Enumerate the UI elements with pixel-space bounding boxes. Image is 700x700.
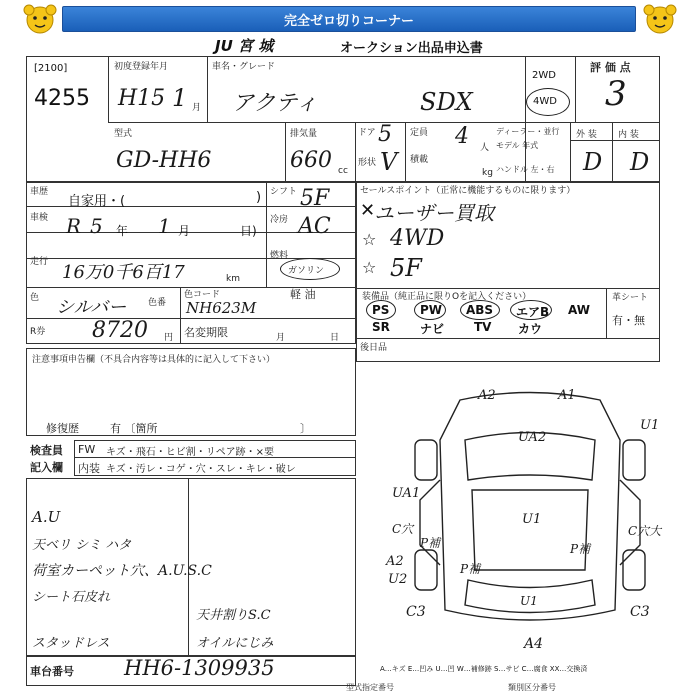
color-number-label: 色番 — [148, 298, 167, 308]
mileage-value: 16万0千6百17 — [62, 262, 185, 283]
mascot-right-icon — [640, 2, 680, 36]
remark-3: 荷室カーペット穴、A.U.S.C — [32, 563, 212, 579]
dealer-label: ディーラー・並行 — [496, 127, 560, 136]
equip-cow: カウ — [518, 322, 543, 336]
registration-label: 初度登録年月 — [114, 62, 169, 72]
shape-label: 形状 — [358, 158, 377, 168]
mark-rear-left-c3: C3 — [406, 604, 426, 620]
displacement-label: 排気量 — [290, 129, 318, 139]
recycle-value: 8720 — [92, 318, 148, 343]
capacity-label: 定員 — [410, 128, 429, 138]
fuel-gasoline: ガソリン — [288, 266, 325, 276]
selling-point-1: ユーザー買取 — [374, 201, 494, 225]
sheet-title: オークション出品申込書 — [340, 41, 483, 56]
inspection-month: 1 — [158, 214, 171, 238]
mark-left-a2: A2 — [386, 554, 404, 569]
mark-rear-u1: U1 — [520, 594, 538, 608]
door-label: ドア — [358, 128, 376, 138]
color-code: NH623M — [186, 299, 257, 317]
chassis-label: 車台番号 — [30, 665, 74, 678]
fuel-diesel: 軽 油 — [290, 288, 316, 301]
mark-right-rear: C穴大 — [628, 524, 662, 538]
inspection-month-unit: 月 — [178, 224, 191, 238]
interior-value: D — [630, 148, 650, 176]
exterior-label: 外 装 — [576, 130, 597, 140]
history-label: 車歴 — [30, 187, 49, 197]
displacement-value: 660 — [290, 148, 332, 173]
repair-label: 修復歴 — [46, 422, 79, 435]
recycle-label: R券 — [30, 327, 46, 337]
inspection-day-unit: 日) — [240, 224, 257, 238]
inspection-year: 5 — [90, 214, 103, 238]
registration-year: H15 — [118, 86, 166, 111]
remark-4: シート石皮れ — [32, 590, 111, 605]
kg-unit: kg — [482, 168, 493, 178]
shift-label: シフト — [270, 187, 298, 197]
recycle-yen: 円 — [164, 333, 174, 343]
mark-rear-p1: P補 — [460, 562, 481, 576]
inspector-label-1: 検査員 — [30, 444, 63, 457]
shift-value: 5F — [300, 186, 330, 211]
name-change-day: 日 — [330, 333, 340, 343]
rear-date-label: 後日品 — [360, 343, 388, 353]
mileage-label: 走行 — [30, 257, 49, 267]
vehicle-name-label: 車名・グレード — [212, 62, 276, 72]
selling-point-2: 4WD — [390, 226, 445, 251]
mark-front-left: A2 — [478, 388, 496, 403]
cc-unit: cc — [338, 166, 348, 176]
selling-point-3: 5F — [390, 254, 422, 282]
capacity-unit: 人 — [480, 143, 490, 153]
color-value: シルバー — [56, 297, 127, 318]
equip-airbag: エアB — [516, 305, 550, 319]
repair-value: 有 〔箇所 — [110, 422, 158, 435]
lot-code: [2100] — [34, 63, 68, 74]
equip-navi: ナビ — [420, 322, 445, 336]
aircon-value: AC — [298, 214, 331, 239]
history-paren: ) — [256, 190, 262, 205]
drive-2wd: 2WD — [532, 70, 556, 81]
repair-close: 〕 — [300, 422, 311, 435]
color-label: 色 — [30, 293, 40, 303]
registration-month: 1 — [172, 84, 188, 112]
score-label: 評 価 点 — [590, 61, 631, 74]
name-change-month: 月 — [276, 333, 286, 343]
damage-legend: A…キズ E…凹み U…凹 W…補修跡 S…サビ C…腐食 XX…交換済 — [380, 665, 588, 673]
equip-abs: ABS — [466, 303, 494, 317]
drive-4wd: 4WD — [533, 96, 557, 107]
mark-left-rear: C穴 — [392, 522, 414, 536]
remark-2: 天ベリ シミ ハタ — [32, 538, 132, 553]
inspection-label: 車検 — [30, 213, 49, 223]
banner-title: 完全ゼロ切りコーナー — [62, 6, 636, 32]
score-value: 3 — [605, 74, 627, 114]
mark-roof: U1 — [522, 512, 542, 527]
remark-6: 天井割りS.C — [196, 608, 271, 623]
shape-value: V — [380, 148, 398, 176]
equip-sr: SR — [372, 320, 390, 334]
mark-front-right: A1 — [558, 388, 576, 403]
exterior-value: D — [583, 148, 603, 176]
equip-aw: AW — [568, 303, 590, 317]
vehicle-grade: SDX — [420, 88, 473, 116]
interior-check-label: 内装 — [78, 462, 100, 475]
mark-front-right-edge: U1 — [640, 418, 660, 433]
aircon-label: 冷房 — [270, 215, 289, 225]
door-value: 5 — [378, 122, 392, 147]
remark-1: A.U — [32, 508, 61, 526]
registration-month-unit: 月 — [192, 103, 202, 113]
model-label: 型式 — [114, 129, 133, 139]
footer-label-2: 類別区分番号 — [508, 683, 556, 692]
mark-rear-right-c3: C3 — [630, 604, 650, 620]
color-code-label: 色コード — [184, 290, 221, 300]
model-year-label: モデル 年式 — [496, 141, 539, 150]
leather-label: 革シート — [612, 293, 649, 303]
equip-pw: PW — [420, 303, 443, 317]
inspector-label-2: 記入欄 — [30, 461, 63, 474]
sheet-brand: JU 宮 城 — [215, 37, 274, 55]
load-label: 積載 — [410, 155, 429, 165]
inspection-year-unit: 年 — [116, 224, 129, 238]
mark-left-door: UA1 — [392, 486, 421, 501]
remark-7: オイルにじみ — [196, 636, 274, 651]
model-value: GD-HH6 — [116, 148, 212, 173]
equipment-label: 装備品（純正品に限りOを記入ください） — [362, 292, 532, 302]
fuel-label: 燃料 — [270, 251, 289, 261]
equip-ps: PS — [372, 303, 390, 317]
interior-label: 内 装 — [618, 130, 639, 140]
fw-label: FW — [78, 443, 96, 456]
leather-value: 有・無 — [612, 314, 645, 327]
name-change-label: 名変期限 — [184, 326, 228, 339]
inspection-era: R — [66, 214, 82, 238]
remark-5: スタッドレス — [32, 636, 110, 651]
equip-tv: TV — [474, 320, 492, 334]
history-value: 自家用・( — [68, 194, 126, 209]
selling-points-label: セールスポイント（正常に機能するものに限ります） — [360, 186, 576, 196]
fw-text: キズ・飛石・ヒビ割・リペア跡・×要 — [106, 447, 274, 458]
mark-hood: UA2 — [518, 430, 547, 445]
footer-label-1: 型式指定番号 — [346, 683, 394, 692]
lot-number: 4255 — [34, 86, 90, 111]
chassis-value: HH6-1309935 — [124, 656, 275, 680]
mileage-unit: km — [226, 274, 240, 284]
notes-label: 注意事項申告欄（不具合内容等は具体的に記入して下さい） — [32, 355, 276, 365]
mark-left-u2: U2 — [388, 572, 408, 587]
vehicle-name: アクティ — [232, 91, 318, 116]
interior-check-text: キズ・汚レ・コゲ・穴・スレ・キレ・破レ — [106, 464, 296, 475]
mascot-left-icon — [20, 2, 60, 36]
capacity-value: 4 — [455, 124, 469, 149]
handle-label: ハンドル 左・右 — [496, 165, 555, 174]
mark-rear-a4: A4 — [524, 636, 544, 652]
mark-left-p: P補 — [420, 536, 441, 550]
mark-rear-p2: P補 — [570, 542, 591, 556]
